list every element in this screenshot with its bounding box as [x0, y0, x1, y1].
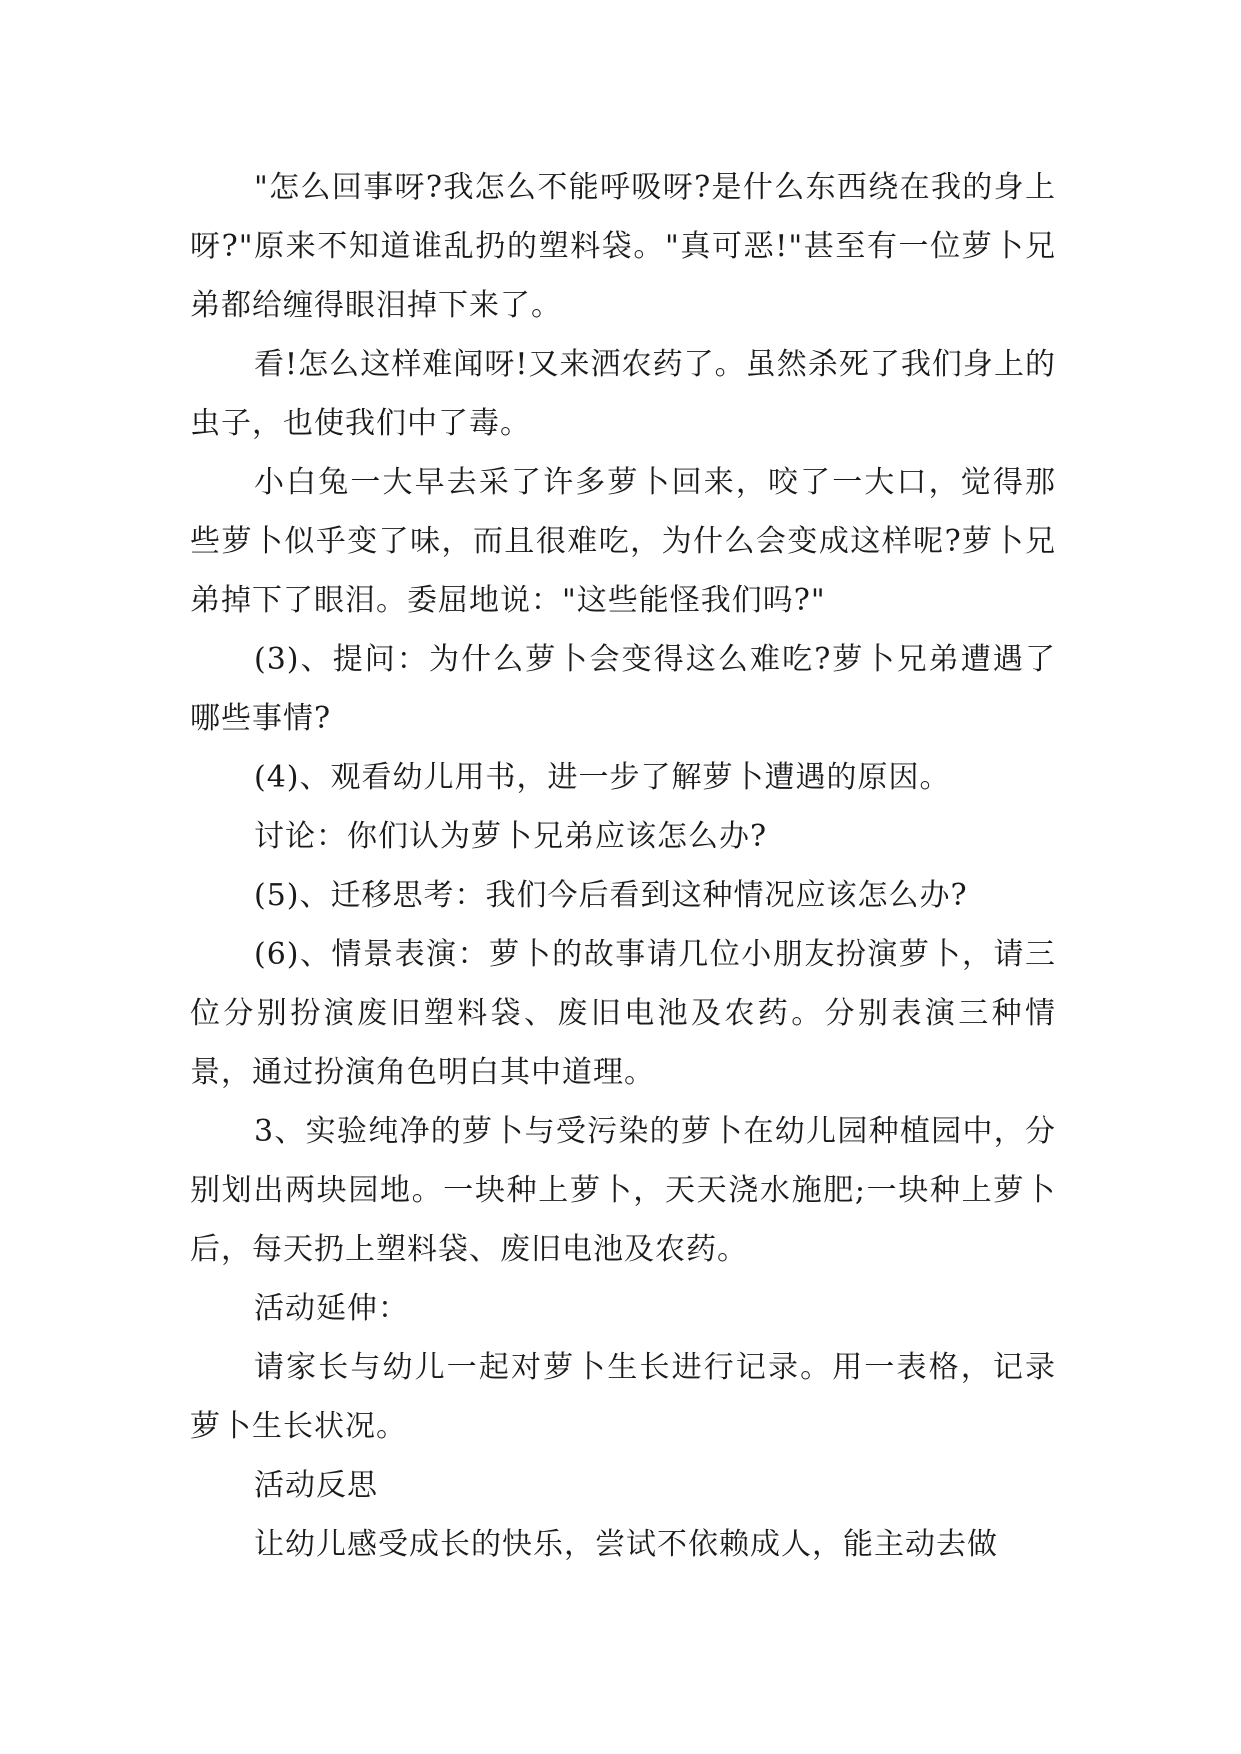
paragraph-carrot-story-plastic-bag: "怎么回事呀?我怎么不能呼吸呀?是什么东西绕在我的身上呀?"原来不知道谁乱扔的塑料袋。"真可恶!"甚至有一位萝卜兄弟都给缠得眼泪掉下来了。: [190, 170, 1056, 323]
paragraph-carrot-story-pesticide: 看!怎么这样难闻呀!又来洒农药了。虽然杀死了我们身上的虫子，也使我们中了毒。: [190, 347, 1056, 441]
heading-activity-extension: 活动延伸：: [254, 1291, 409, 1326]
paragraph-experiment: 3、实验纯净的萝卜与受污染的萝卜在幼儿园种植园中，分别划出两块园地。一块种上萝卜，天天浇水施肥;一块种上萝卜后，每天扔上塑料袋、废旧电池及农药。: [190, 1114, 1056, 1267]
heading-activity-reflection: 活动反思: [254, 1468, 378, 1503]
paragraph-step-6-roleplay: (6)、情景表演：萝卜的故事请几位小朋友扮演萝卜，请三位分别扮演废旧塑料袋、废旧电池及农药。分别表演三种情景，通过扮演角色明白其中道理。: [190, 937, 1056, 1090]
paragraph-carrot-story-rabbit: 小白兔一大早去采了许多萝卜回来，咬了一大口，觉得那些萝卜似乎变了味，而且很难吃，为什么会变成这样呢?萝卜兄弟掉下了眼泪。委屈地说："这些能怪我们吗?": [190, 465, 1056, 618]
paragraph-step-3-question: (3)、提问：为什么萝卜会变得这么难吃?萝卜兄弟遭遇了哪些事情?: [190, 642, 1056, 736]
paragraph-discussion: 讨论：你们认为萝卜兄弟应该怎么办?: [254, 819, 768, 854]
paragraph-reflection: 让幼儿感受成长的快乐，尝试不依赖成人，能主动去做: [254, 1527, 998, 1562]
paragraph-extension-record: 请家长与幼儿一起对萝卜生长进行记录。用一表格，记录萝卜生长状况。: [190, 1350, 1056, 1444]
paragraph-step-4-book: (4)、观看幼儿用书，进一步了解萝卜遭遇的原因。: [254, 760, 951, 795]
paragraph-step-5-transfer: (5)、迁移思考：我们今后看到这种情况应该怎么办?: [254, 878, 968, 913]
document-body: [190, 158, 1056, 1574]
